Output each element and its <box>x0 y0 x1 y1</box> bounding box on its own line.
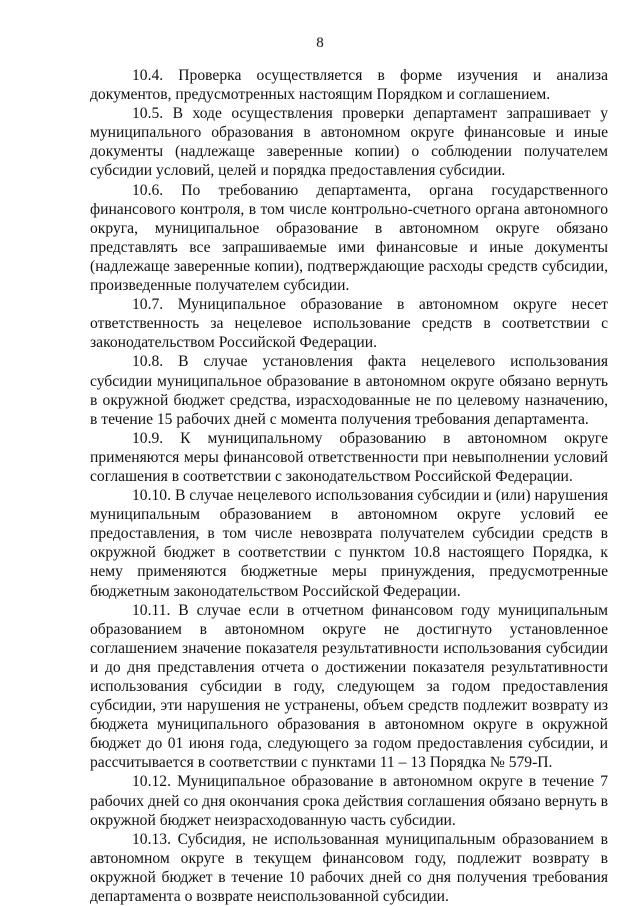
paragraph-10-10: 10.10. В случае нецелевого использования субсидии и (или) нарушения муниципальным образованием в автономном округе условий ее предоставления, в том числе невозврата получателем субсидии средств в окружной бюджет в соответствии с пунктом 10.8 настоящего Порядка, к нему применяются бюджетные меры принуждения, предусмотренные бюджетным законодательством Российской Федерации. <box>90 487 608 600</box>
paragraph-10-13: 10.13. Субсидия, не использованная муниципальным образованием в автономном округе в текущем финансовом году, подлежит возврату в окружной бюджет в течение 10 рабочих дней со дня получения требования департамента о возврате неиспользованной субсидии. <box>90 830 608 906</box>
paragraph-10-11: 10.11. В случае если в отчетном финансовом году муниципальным образованием в автономном округе не достигнуто установленное соглашением значение показателя результативности использования субсидии и до дня представления отчета о достижении показателя результативности использования субсидии в году, следующем за годом предоставления субсидии, эти нарушения не устранены, объем средств подлежит возврату из бюджета муниципального образования в автономном округе в окружной бюджет до 01 июня года, следующего за годом предоставления субсидии, и рассчитывается в соответствии с пунктами 11 – 13 Порядка № 579-П. <box>90 601 608 772</box>
paragraph-10-5: 10.5. В ходе осуществления проверки департамент запрашивает у муниципального образования в автономном округе финансовые и иные документы (надлежаще заверенные копии) о соблюдении получателем субсидии условий, целей и порядка предоставления субсидии. <box>90 105 608 180</box>
paragraph-10-12: 10.12. Муниципальное образование в автономном округе в течение 7 рабочих дней со дня окончания срока действия соглашения обязано вернуть в окружной бюджет неизрасходованную часть субсидии. <box>90 773 608 829</box>
paragraph-10-4: 10.4. Проверка осуществляется в форме изучения и анализа документов, предусмотренных настоящим Порядком и соглашением. <box>90 67 608 104</box>
paragraph-10-9: 10.9. К муниципальному образованию в автономном округе применяются меры финансовой ответственности при невыполнении условий соглашения в соответствии с законодательством Российской Федерации. <box>90 429 608 485</box>
document-body <box>90 66 608 906</box>
paragraph-10-6: 10.6. По требованию департамента, органа государственного финансового контроля, в том числе контрольно-счетного органа автономного округа, муниципальное образование в автономном округе обязано представлять все запрашиваемые ими финансовые и иные документы (надлежаще заверенные копии), подтверждающие расходы средств субсидии, произведенные получателем субсидии. <box>90 181 608 295</box>
paragraph-10-8: 10.8. В случае установления факта нецелевого использования субсидии муниципальное образование в автономном округе обязано вернуть в окружной бюджет средства, израсходованные не по целевому назначению, в течение 15 рабочих дней с момента получения требования департамента. <box>90 353 608 428</box>
page-number: 8 <box>316 35 324 51</box>
paragraph-10-7: 10.7. Муниципальное образование в автономном округе несет ответственность за нецелевое использование средств в соответствии с законодательством Российской Федерации. <box>90 296 608 352</box>
